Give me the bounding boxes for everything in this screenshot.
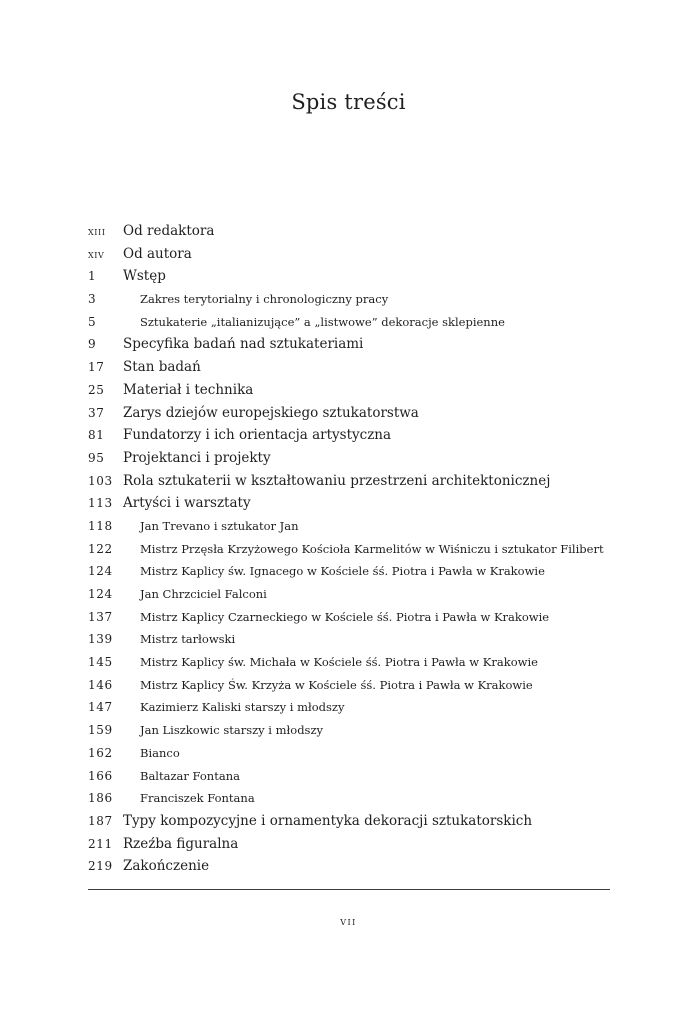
toc-entry-title: Fundatorzy i ich orientacja artystyczna (123, 427, 392, 444)
toc-page-number: 147 (88, 700, 113, 715)
toc-page-number: xiii (88, 224, 106, 238)
toc-page-number: 37 (88, 405, 105, 420)
toc-entry (88, 515, 618, 538)
toc-page-number: 9 (88, 337, 97, 352)
toc-entry-title: Bianco (140, 745, 180, 760)
toc-page-number: 145 (88, 655, 113, 670)
toc-page-number: 139 (88, 632, 113, 647)
toc-entry (88, 243, 618, 266)
toc-entry-title: Wstęp (123, 268, 166, 285)
toc-page-number: 162 (88, 745, 113, 760)
toc-page-number: 113 (88, 496, 113, 511)
toc-entry (88, 742, 618, 765)
toc-entry (88, 379, 618, 402)
toc-entry (88, 628, 618, 651)
toc-entry (88, 220, 618, 243)
toc-entry-title: Od redaktora (123, 223, 215, 239)
toc-entry-title: Od autora (123, 245, 192, 262)
toc-entry (88, 583, 618, 606)
toc-entry (88, 651, 618, 674)
toc-page-number: 103 (88, 473, 113, 488)
toc-page-number: 124 (88, 564, 113, 579)
toc-entry-title: Rzeźba figuralna (123, 835, 239, 852)
toc-entry (88, 356, 618, 379)
toc-entry (88, 696, 618, 719)
toc-entry (88, 606, 618, 629)
toc-page-number: 118 (88, 518, 113, 533)
toc-entry-title: Kazimierz Kaliski starszy i młodszy (140, 700, 345, 715)
toc-entry-title: Rola sztukaterii w kształtowaniu przestrzeni architektonicznej (123, 472, 551, 489)
toc-page-number: 122 (88, 541, 113, 556)
toc-entry-title: Zakres terytorialny i chronologiczny pracy (140, 292, 389, 307)
toc-page-number: 187 (88, 813, 113, 828)
toc-entry (88, 674, 618, 697)
toc-entry (88, 402, 618, 425)
toc-entry (88, 311, 618, 334)
toc-entry-title: Materiał i technika (123, 381, 254, 398)
toc-entry-title: Mistrz tarłowski (140, 632, 236, 647)
toc-page-number: 25 (88, 382, 105, 397)
toc-entry (88, 447, 618, 470)
toc-page-number: 159 (88, 723, 113, 738)
toc-entry-title: Jan Liszkowic starszy i młodszy (140, 723, 324, 738)
toc-page-number: 146 (88, 677, 113, 692)
toc-entry-title: Zarys dziejów europejskiego sztukatorstwa (123, 404, 419, 421)
toc-entry (88, 492, 618, 515)
toc-page-number: 137 (88, 609, 113, 624)
toc-entry-title: Specyfika badań nad sztukateriami (123, 336, 364, 353)
toc-page-number: 166 (88, 768, 113, 783)
toc-page-number: 186 (88, 791, 113, 806)
page-title: Spis treści (291, 90, 406, 114)
toc-entry (88, 787, 618, 810)
toc-entry (88, 833, 618, 856)
toc-entry-title: Sztukaterie „italianizujące” a „listwowe” dekoracje sklepienne (140, 314, 505, 329)
toc-page-number: 5 (88, 314, 97, 329)
toc-page-number: 219 (88, 859, 113, 874)
toc-entry (88, 470, 618, 493)
toc-entry (88, 288, 618, 311)
table-of-contents (88, 220, 618, 878)
toc-page-number: 1 (88, 269, 97, 284)
toc-entry-title: Mistrz Kaplicy św. Michała w Kościele śś. Piotra i Pawła w Krakowie (140, 655, 538, 670)
toc-entry-title: Artyści i warsztaty (123, 495, 251, 512)
toc-page-number: 17 (88, 360, 105, 375)
page-number: vii (340, 914, 357, 928)
toc-entry (88, 810, 618, 833)
toc-entry-title: Mistrz Kaplicy Św. Krzyża w Kościele śś. Piotra i Pawła w Krakowie (140, 677, 533, 692)
toc-page-number: xiv (88, 246, 105, 261)
toc-entry (88, 538, 618, 561)
toc-entry-title: Zakończenie (123, 858, 210, 875)
toc-entry-title: Mistrz Kaplicy Czarneckiego w Kościele śś. Piotra i Pawła w Krakowie (140, 609, 550, 624)
toc-page-number: 211 (88, 836, 113, 851)
toc-entry (88, 719, 618, 742)
toc-page-number: 95 (88, 450, 105, 465)
toc-entry-title: Projektanci i projekty (123, 449, 271, 466)
toc-entry-title: Franciszek Fontana (140, 791, 255, 806)
toc-page-number: 3 (88, 292, 97, 307)
toc-entry-title: Baltazar Fontana (140, 768, 240, 783)
toc-entry-title: Mistrz Kaplicy św. Ignacego w Kościele śś. Piotra i Pawła w Krakowie (140, 564, 545, 579)
toc-entry (88, 855, 618, 878)
bottom-rule (88, 889, 610, 890)
toc-entry (88, 265, 618, 288)
toc-entry-title: Jan Chrzciciel Falconi (140, 587, 267, 601)
toc-entry (88, 765, 618, 788)
toc-entry-title: Jan Trevano i sztukator Jan (140, 518, 299, 533)
toc-page-number: 81 (88, 428, 105, 443)
toc-entry (88, 424, 618, 447)
toc-entry-title: Stan badań (123, 359, 201, 376)
toc-entry (88, 560, 618, 583)
toc-entry-title: Typy kompozycyjne i ornamentyka dekoracji sztukatorskich (123, 812, 533, 829)
toc-page-number: 124 (88, 587, 113, 601)
toc-entry (88, 333, 618, 356)
toc-entry-title: Mistrz Przęsła Krzyżowego Kościoła Karmelitów w Wiśniczu i sztukator Filibert (140, 541, 604, 556)
